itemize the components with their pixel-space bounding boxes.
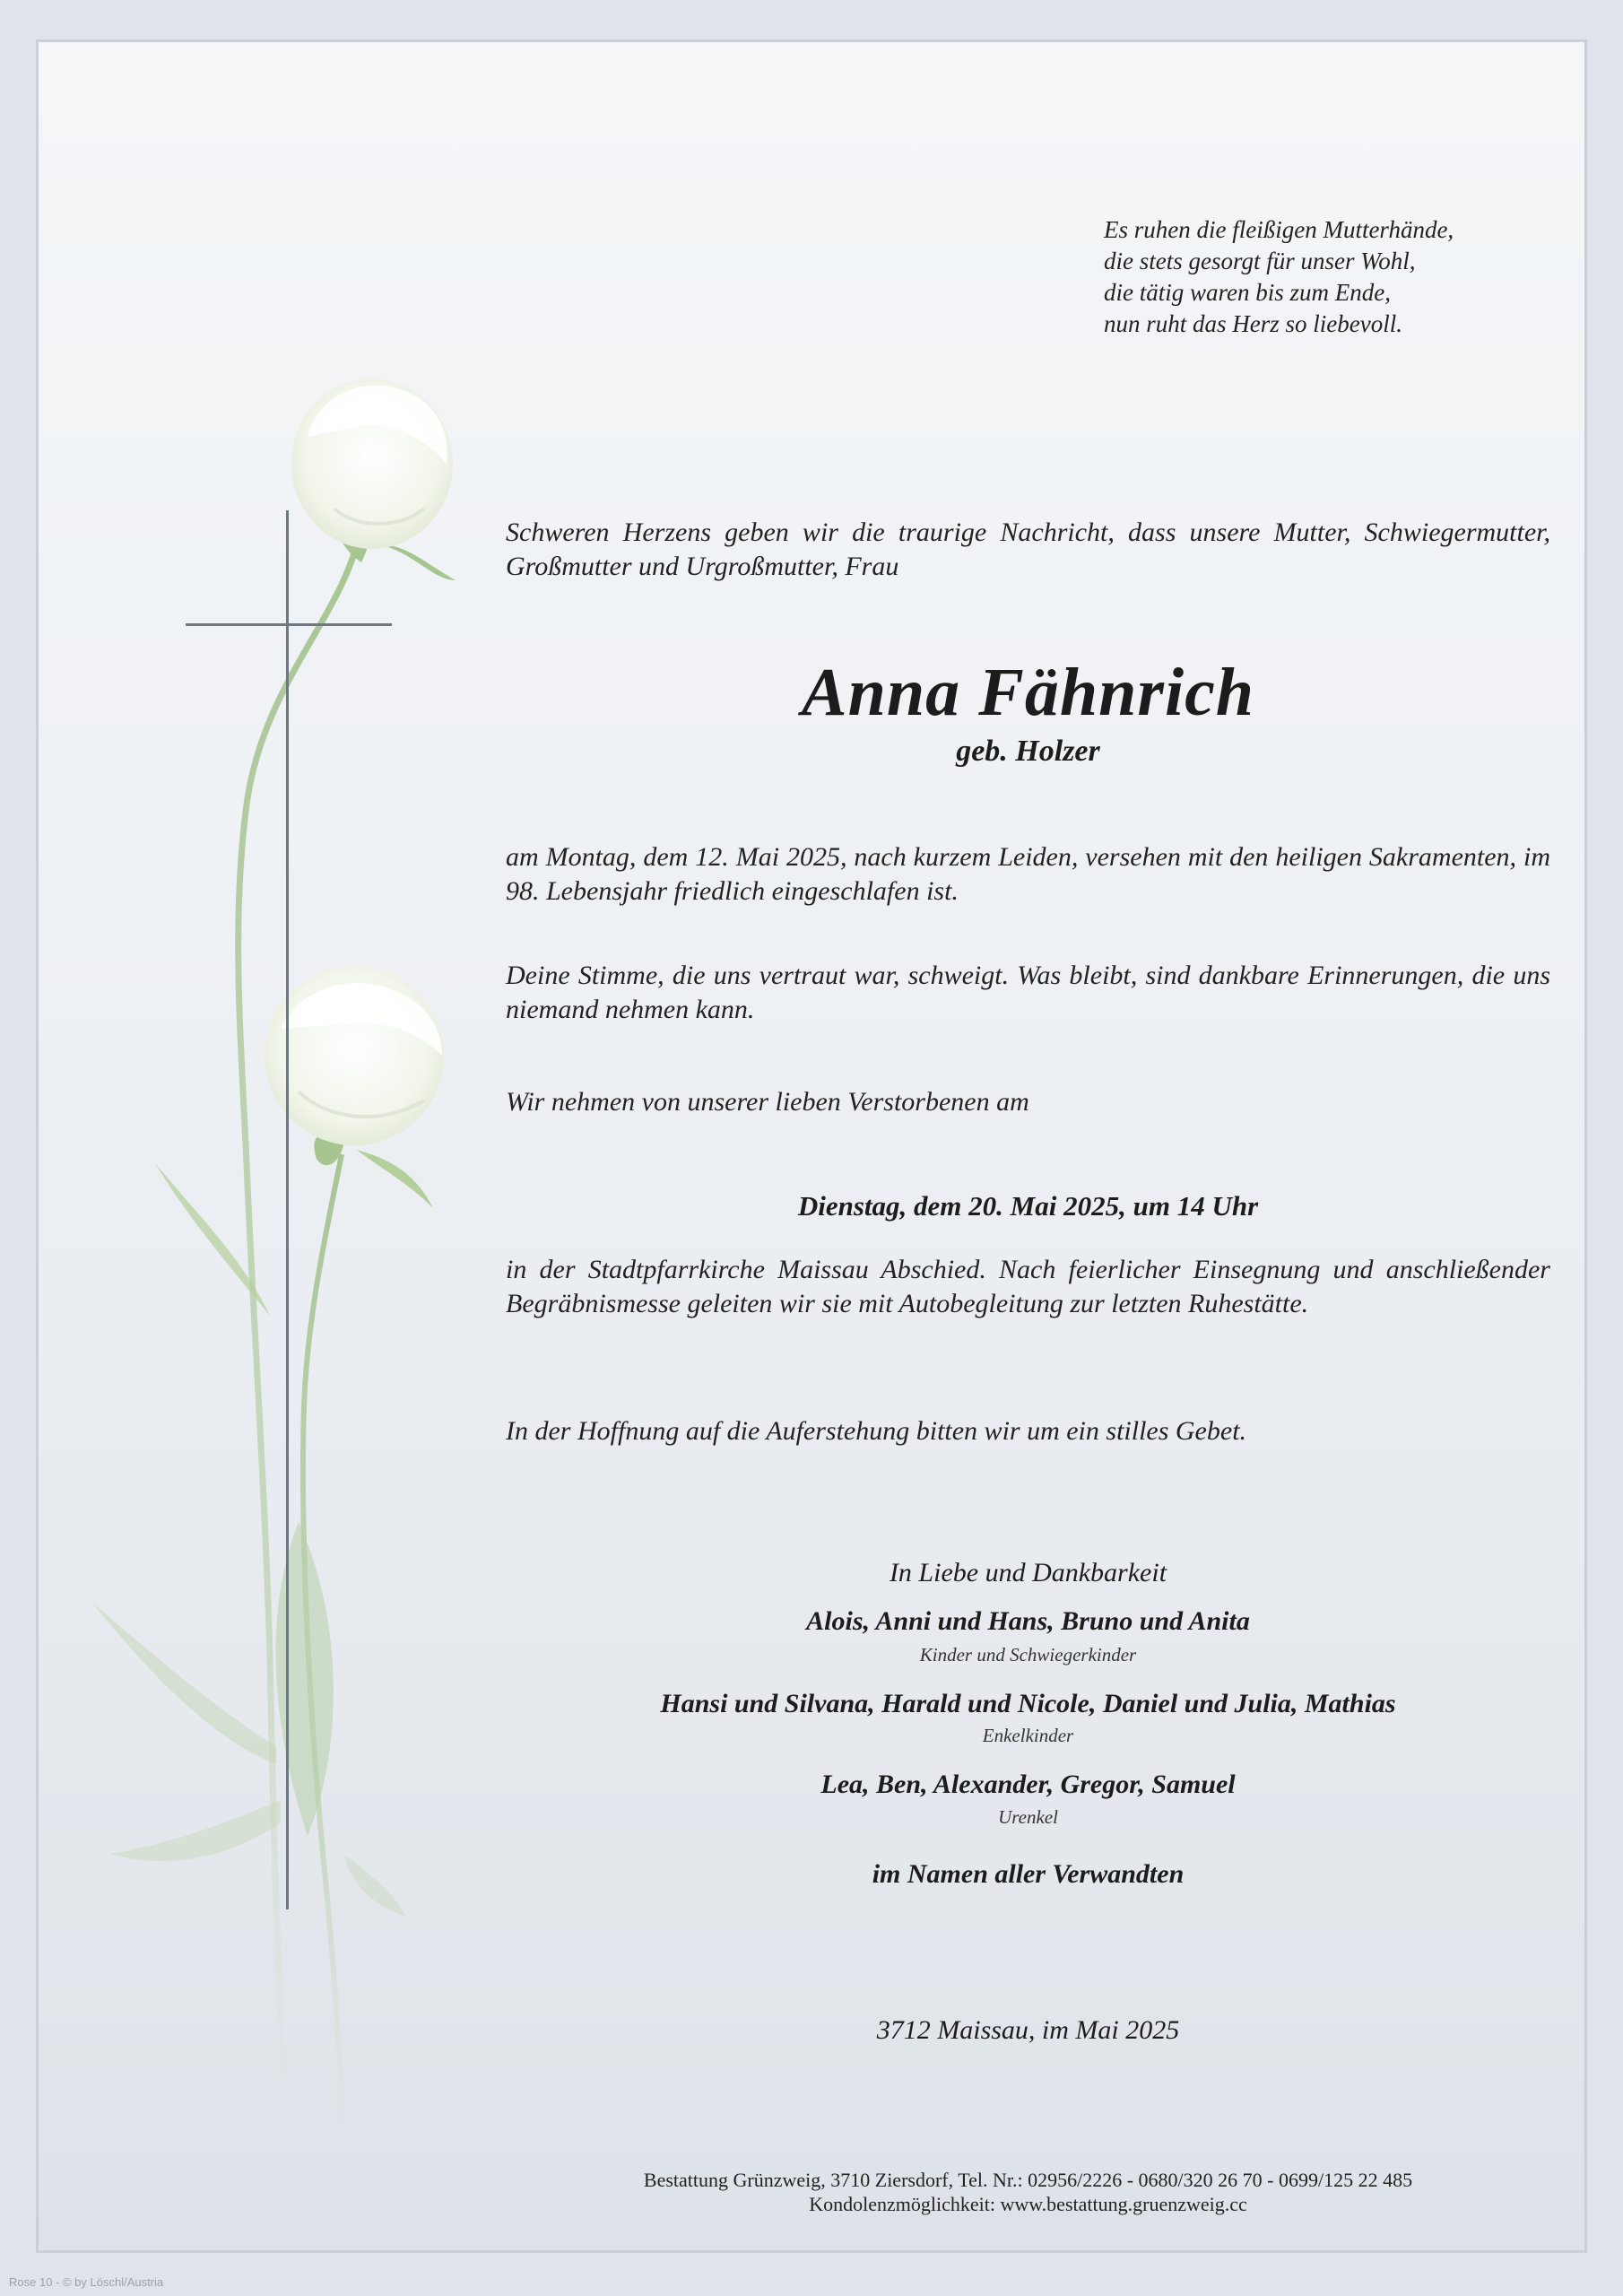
intro-paragraph: Schweren Herzens geben wir die traurige Nachricht, dass unsere Mutter, Schwiegermutter, Großmutter und Urgroßmutter, Frau <box>506 517 1550 581</box>
white-rose-illustration <box>39 42 487 2253</box>
relatives-line: im Namen aller Verwandten <box>872 1859 1185 1889</box>
poem-line: die stets gesorgt für unser Wohl, <box>1104 248 1416 274</box>
obituary-card <box>36 39 1587 2253</box>
prayer-paragraph: In der Hoffnung auf die Auferstehung bitten wir um ein stilles Gebet. <box>506 1416 1247 1446</box>
poem-line: nun ruht das Herz so liebevoll. <box>1104 310 1402 337</box>
love-line: In Liebe und Dankbarkeit <box>889 1558 1167 1587</box>
memorial-poem <box>1104 214 1570 340</box>
family-grandchildren: Hansi und Silvana, Harald und Nicole, Daniel und Julia, Mathias <box>660 1689 1396 1718</box>
cross-vertical-bar <box>286 510 289 1909</box>
relation-label: Urenkel <box>998 1806 1058 1828</box>
condolence-website: Kondolenzmöglichkeit: www.bestattung.gruenzweig.cc <box>809 2193 1247 2215</box>
cross-horizontal-bar <box>186 623 392 626</box>
funeral-home-contact: Bestattung Grünzweig, 3710 Ziersdorf, Tel. Nr.: 02956/2226 - 0680/320 26 70 - 0699/125 22 485 <box>643 2169 1413 2191</box>
funeral-date: Dienstag, dem 20. Mai 2025, um 14 Uhr <box>797 1190 1259 1222</box>
poem-line: die tätig waren bis zum Ende, <box>1104 279 1391 306</box>
ceremony-paragraph: in der Stadtpfarrkirche Maissau Abschied. Nach feierlicher Einsegnung und anschließender Begräbnismesse geleiten wir sie mit Autobegleitung zur letzten Ruhestätte. <box>506 1255 1550 1318</box>
deceased-name: Anna Fähnrich <box>801 655 1255 730</box>
place-and-date: 3712 Maissau, im Mai 2025 <box>876 2015 1180 2045</box>
family-children: Alois, Anni und Hans, Bruno und Anita <box>806 1606 1250 1636</box>
farewell-intro: Wir nehmen von unserer lieben Verstorbenen am <box>506 1087 1029 1117</box>
maiden-name: geb. Holzer <box>956 735 1100 768</box>
funeral-home-footer <box>506 2168 1550 2216</box>
family-great-grandchildren: Lea, Ben, Alexander, Gregor, Samuel <box>820 1770 1236 1799</box>
image-credit: Rose 10 - © by Löschl/Austria <box>9 2275 164 2289</box>
poem-line: Es ruhen die fleißigen Mutterhände, <box>1104 216 1454 243</box>
memory-paragraph: Deine Stimme, die uns vertraut war, schweigt. Was bleibt, sind dankbare Erinnerungen, die uns niemand nehmen kann. <box>506 961 1550 1024</box>
relation-label: Kinder und Schwiegerkinder <box>919 1644 1137 1665</box>
death-paragraph: am Montag, dem 12. Mai 2025, nach kurzem Leiden, versehen mit den heiligen Sakramenten, im 98. Lebensjahr friedlich eingeschlafen ist. <box>506 842 1550 906</box>
relation-label: Enkelkinder <box>982 1725 1074 1746</box>
